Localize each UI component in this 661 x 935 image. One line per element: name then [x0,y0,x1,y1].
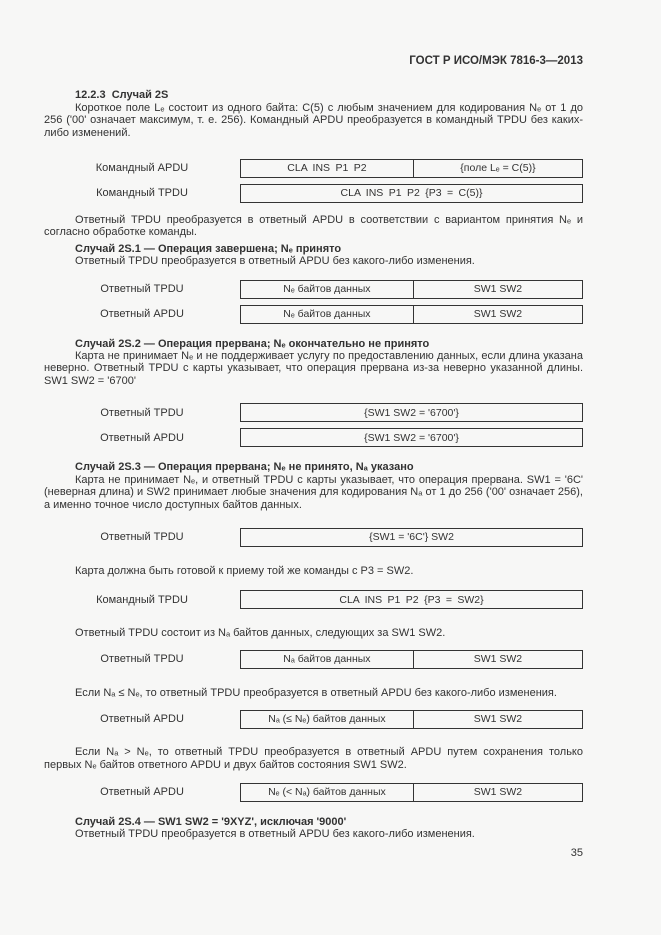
row-label: Командный APDU [95,162,189,175]
running-header: ГОСТ Р ИСО/МЭК 7816-3—2013 [409,55,583,67]
case-2s2-heading: Случай 2S.2 — Операция прервана; Nₑ окончательно не принято [75,337,430,350]
table-case3-response [44,528,583,547]
case-2s4-body: Ответный TPDU преобразуется в ответный APDU без какого-либо изменения. [75,828,475,841]
table-case1-response [44,280,583,324]
table-row [44,710,583,729]
row-label: Ответный APDU [100,431,184,444]
case-2s3-ready-note: Карта должна быть готовой к приему той же команды с P3 = SW2. [75,564,414,577]
tpdu-field: SW1 SW2 [413,306,582,323]
tpdu-field: CLA INS P1 P2 {P3 = SW2} [339,593,484,606]
table-row [44,428,583,447]
table-command-mapping [44,159,583,203]
row-label: Командный TPDU [96,593,188,606]
tpdu-field: {SW1 SW2 = '6700'} [364,431,459,444]
table-case3-apdu-gt [44,783,583,802]
tpdu-field: CLA INS P1 P2 {P3 = C(5)} [340,187,483,200]
table-row [44,159,583,178]
table-row [44,528,583,547]
intro-paragraph: Короткое поле Lₑ состоит из одного байта: C(5) с любым значением для кодирования Nₑ от 1 до 256 ('00' означает максимум, т. е. 256). Командный APDU преобразуется в командный TPDU без каких-либо изменений. [44,101,583,139]
tpdu-field: SW1 SW2 [413,281,582,298]
tpdu-box [240,184,583,203]
case-2s3-if-gt: Если Nₐ > Nₑ, то ответный TPDU преобразуется в ответный APDU путем сохранения только первых Nₑ байтов ответного APDU и двух байтов состояния SW1 SW2. [44,746,583,771]
row-label: Ответный TPDU [100,406,184,419]
tpdu-box [240,280,583,299]
tpdu-box [240,590,583,609]
case-2s4-heading: Случай 2S.4 — SW1 SW2 = '9XYZ', исключая '9000' [75,815,347,828]
tpdu-field: {SW1 SW2 = '6700'} [364,406,459,419]
tpdu-box [240,159,583,178]
table-case2-response [44,403,583,447]
row-label: Ответный TPDU [100,282,184,295]
row-label: Ответный APDU [100,786,184,799]
tpdu-field: SW1 SW2 [413,784,582,801]
row-label: Ответный APDU [100,713,184,726]
tpdu-field: Nₐ (≤ Nₑ) байтов данных [268,713,386,726]
table-row [44,184,583,203]
tpdu-field: SW1 SW2 [413,651,582,668]
case-2s3-if-le: Если Nₐ ≤ Nₑ, то ответный TPDU преобразуется в ответный APDU без какого-либо изменения. [75,686,557,699]
tpdu-field: Nₑ (< Nₐ) байтов данных [268,786,386,799]
tpdu-box [240,528,583,547]
case-2s1-body: Ответный TPDU преобразуется в ответный APDU без какого-либо изменения. [75,255,475,268]
row-label: Ответный APDU [100,307,184,320]
case-2s2-body: Карта не принимает Nₑ и не поддерживает услугу по предоставлению данных, если длина указана неверно. Ответный TPDU с карты указывает, что операция прервана из-за неверно указанной длины. SW1 SW2 = '6700' [44,350,583,387]
tpdu-field: Nₑ байтов данных [283,282,371,295]
table-case3-command [44,590,583,609]
tpdu-field: CLA INS P1 P2 [287,162,367,175]
case-2s3-heading: Случай 2S.3 — Операция прервана; Nₑ не принято, Nₐ указано [75,461,414,474]
table-row [44,783,583,802]
table-row [44,590,583,609]
page-number: 35 [570,846,583,859]
case-2s1-heading: Случай 2S.1 — Операция завершена; Nₑ принято [75,242,342,255]
tpdu-box [240,428,583,447]
table-row [44,305,583,324]
row-label: Ответный TPDU [100,653,184,666]
section-heading: 12.2.3 Случай 2S [75,89,169,102]
tpdu-field: Nₑ байтов данных [283,307,371,320]
page-content [44,0,583,859]
tpdu-box [240,305,583,324]
row-label: Ответный TPDU [100,531,184,544]
row-label: Командный TPDU [96,187,188,200]
table-row [44,403,583,422]
tpdu-field: {SW1 = '6C'} SW2 [369,531,454,544]
transform-note: Ответный TPDU преобразуется в ответный APDU в соответствии с вариантом принятия Nₑ и согласно обработке команды. [44,214,583,239]
tpdu-field: SW1 SW2 [413,711,582,728]
tpdu-box [240,650,583,669]
table-row [44,280,583,299]
tpdu-box [240,783,583,802]
table-row [44,650,583,669]
case-2s3-body: Карта не принимает Nₑ, и ответный TPDU с карты указывает, что операция прервана. SW1 = '6C' (неверная длина) и SW2 принимает любые значения для кодирования Nₐ от 1 до 256 ('00' означает 256), а именно точное число доступных байтов данных. [44,473,583,511]
table-case3-response-data [44,650,583,669]
tpdu-field: {поле Lₑ = C(5)} [413,160,582,177]
tpdu-field: Nₐ байтов данных [283,653,371,666]
case-2s3-response-note: Ответный TPDU состоит из Nₐ байтов данных, следующих за SW1 SW2. [75,627,446,640]
table-case3-apdu-le [44,710,583,729]
tpdu-box [240,710,583,729]
tpdu-box [240,403,583,422]
